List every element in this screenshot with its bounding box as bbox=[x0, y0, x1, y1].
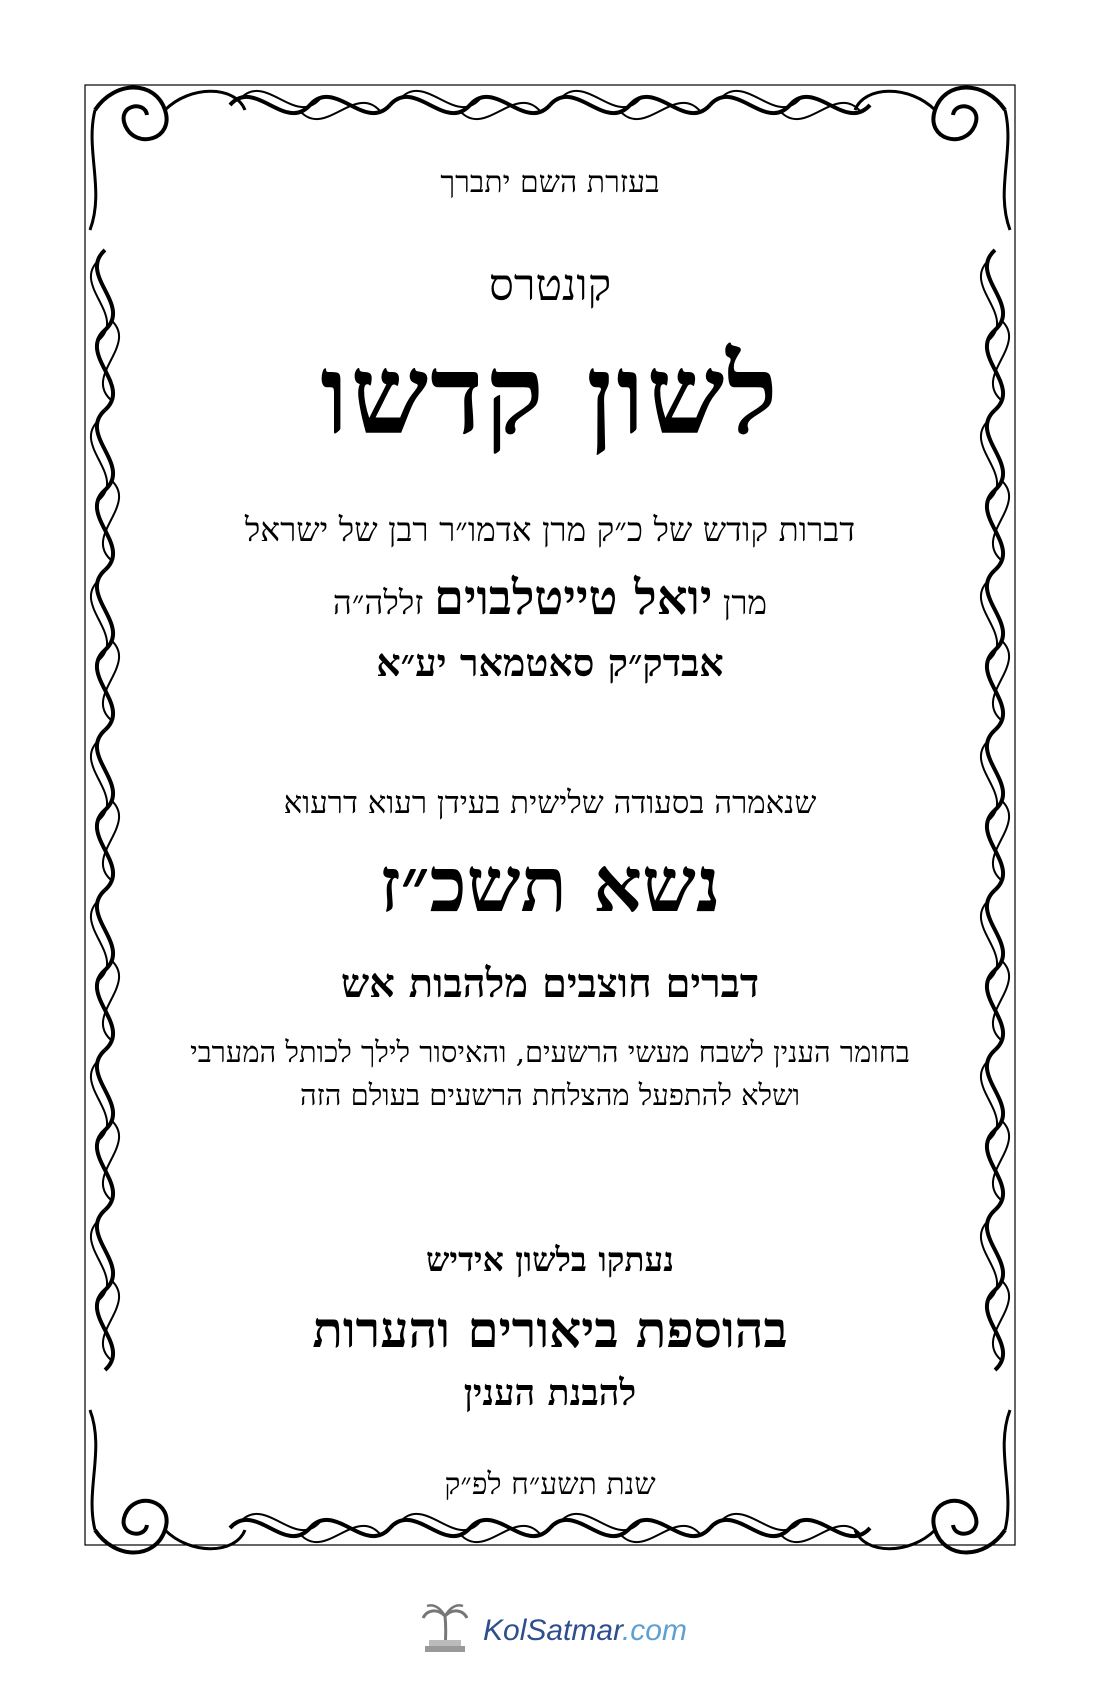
divrei-kodesh-line: דברות קודש של כ״ק מרן אדמו״ר רבן של ישראל bbox=[244, 510, 856, 549]
description-line-1: בחומר הענין לשבח מעשי הרשעים, והאיסור לילך לכותל המערבי bbox=[190, 1035, 910, 1069]
title-page-content bbox=[170, 0, 930, 1700]
author-prefix: מרן bbox=[722, 583, 768, 622]
devarim-line: דברים חוצבים מלהבות אש bbox=[340, 960, 760, 1007]
author-line bbox=[170, 570, 930, 626]
kolsatmar-logo bbox=[415, 1600, 755, 1660]
author-suffix: זללה״ה bbox=[332, 583, 424, 622]
logo-brand-main: KolSatmar bbox=[483, 1614, 622, 1647]
book-title: לשון קדשו bbox=[320, 330, 780, 459]
logo-brand-suffix: .com bbox=[621, 1614, 687, 1647]
description-line-2: ושלא להתפעל מהצלחת הרשעים בעולם הזה bbox=[299, 1078, 801, 1112]
author-name: יואל טייטלבוים bbox=[433, 570, 713, 626]
kuntres-label: קונטרס bbox=[488, 260, 612, 311]
year-line: שנת תשע״ח לפ״ק bbox=[444, 1467, 656, 1502]
additions-line: בהוספת ביאורים והערות bbox=[312, 1300, 788, 1359]
logo-brand-text bbox=[483, 1614, 687, 1648]
said-at-line: שנאמרה בסעודה שלישית בעידן רעוא דרעוא bbox=[283, 785, 817, 821]
blessing-line: בעזרת השם יתברך bbox=[440, 165, 660, 200]
understanding-line: להבנת הענין bbox=[463, 1372, 637, 1414]
palm-tree-books-icon bbox=[415, 1600, 475, 1660]
abd-line: אבדק״ק סאטמאר יע״א bbox=[376, 640, 724, 685]
parsha-year-heading: נשא תשכ״ז bbox=[379, 840, 721, 929]
translated-line: נעתקו בלשון אידיש bbox=[426, 1240, 674, 1279]
